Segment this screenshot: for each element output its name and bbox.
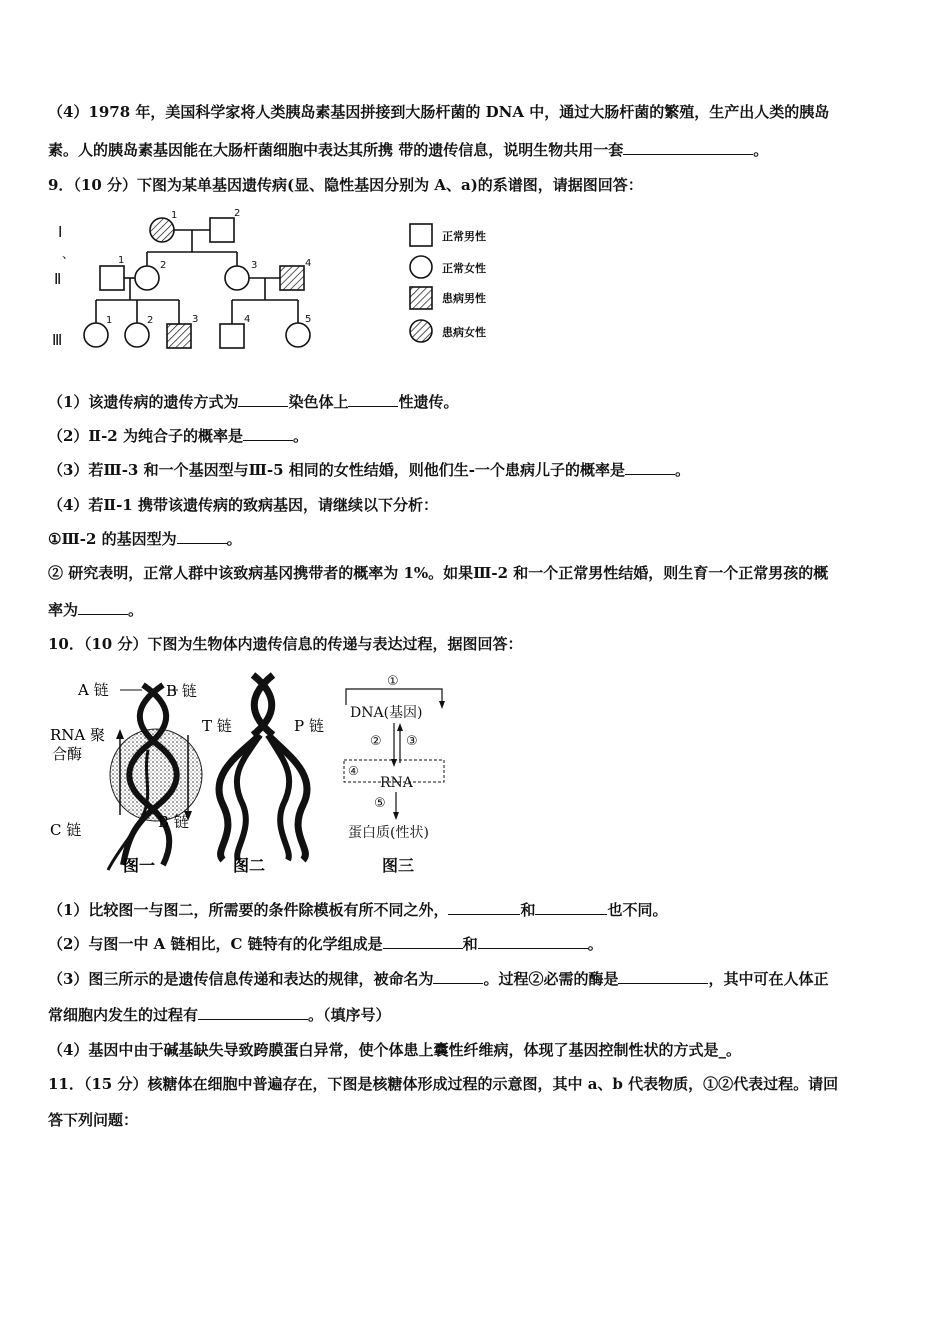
III-3-affected-male <box>167 324 191 348</box>
ind-num: 1 <box>106 315 113 326</box>
q10-sub3-text: ，其中可在人体正 <box>708 970 829 988</box>
q9-sub4-2-cont <box>48 600 143 620</box>
q10-sub1 <box>48 900 667 920</box>
legend-label: 患病男性 <box>442 292 486 305</box>
q9-sub3 <box>48 460 690 480</box>
q9-sub4-1-text: ①Ⅲ-2 的基因型为 <box>48 530 177 548</box>
answer-blank[interactable] <box>348 392 398 407</box>
q11-line1: 11．（15 分）核糖体在细胞中普遍存在，下图是核糖体形成过程的示意图，其中 a、b 代表物质，①②代表过程。请回 <box>48 1075 839 1093</box>
gen-label-1: Ⅰ <box>58 223 63 241</box>
fig3-process-1: ① <box>387 674 399 689</box>
answer-blank[interactable] <box>618 969 708 984</box>
legend-normal-female-symbol <box>410 256 432 278</box>
q9-sub1-text: （1）该遗传病的遗传方式为 <box>48 393 239 411</box>
fig1-b-chain-bottom-label: B 链 <box>158 813 189 831</box>
answer-blank[interactable] <box>78 600 128 615</box>
fig1-rna-pol-label-2: 合酶 <box>52 745 83 763</box>
II-2-normal-female <box>135 266 159 290</box>
fig1-b-chain-top-label: B 链 <box>166 682 197 700</box>
q9-header: 9．（10 分）下图为某单基因遗传病(显、隐性基因分别为 A、a)的系谱图，请据图回答： <box>48 176 643 194</box>
fig3-protein-label: 蛋白质(性状) <box>348 825 429 841</box>
q10-header: 10．（10 分）下图为生物体内遗传信息的传递与表达过程，据图回答： <box>48 635 523 653</box>
answer-blank[interactable] <box>177 529 227 544</box>
q10-sub3-text: 。过程②必需的酶是 <box>483 970 619 988</box>
q9-sub4-2: ② 研究表明，正常人群中该致病基冈携带者的概率为 1%。如果Ⅲ-2 和一个正常男性结婚，则生育一个正常男孩的概 <box>48 564 829 582</box>
q9-sub3-text: （3）若Ⅲ-3 和一个基因型与Ⅲ-5 相同的女性结婚，则他们生-一个患病儿子的概率是 <box>48 461 625 479</box>
legend-affected-male-symbol <box>410 287 432 309</box>
answer-blank[interactable] <box>433 969 483 984</box>
q10-sub1-text: 和 <box>520 901 536 919</box>
legend-label: 正常男性 <box>442 230 486 243</box>
q10-sub3-text: （3）图三所示的是遗传信息传递和表达的规律，被命名为 <box>48 970 434 988</box>
II-1-normal-male <box>100 266 124 290</box>
II-4-affected-male <box>280 266 304 290</box>
III-4-normal-male <box>220 324 244 348</box>
fig3-process-3: ③ <box>406 734 418 749</box>
gen-label-2: Ⅱ <box>54 270 62 288</box>
q10-sub3-cont <box>48 1005 391 1025</box>
q10-sub3 <box>48 969 828 989</box>
q10-sub2-text: 。 <box>587 935 603 953</box>
q8-4-end: 。 <box>753 141 769 159</box>
ind-num: 2 <box>160 260 167 271</box>
ind-num: 5 <box>305 314 312 325</box>
legend-label: 患病女性 <box>442 326 486 339</box>
q9-sub1-text: 染色体上 <box>288 393 349 411</box>
answer-blank[interactable] <box>243 426 293 441</box>
III-2-normal-female <box>125 323 149 347</box>
ind-num: 1 <box>171 210 178 221</box>
ind-num: 4 <box>244 314 251 325</box>
answer-blank[interactable] <box>238 392 288 407</box>
I-2-normal-male <box>210 218 234 242</box>
q10-sub2-text: （2）与图一中 A 链相比，C 链特有的化学组成是 <box>48 935 383 953</box>
fig1-c-chain-label: C 链 <box>50 821 82 839</box>
gen-label-3: Ⅲ <box>52 331 63 349</box>
fig3-dna-label: DNA(基因) <box>350 705 423 721</box>
answer-blank[interactable] <box>535 900 607 915</box>
legend-normal-male-symbol <box>410 224 432 246</box>
answer-blank[interactable] <box>623 140 753 155</box>
II-3-normal-female <box>225 266 249 290</box>
fig3-process-2: ② <box>370 734 382 749</box>
q9-sub2-text: （2）Ⅱ-2 为纯合子的概率是 <box>48 427 243 445</box>
q9-sub4-1-text: 。 <box>226 530 242 548</box>
q10-sub2-text: 和 <box>462 935 478 953</box>
fig3-rna-label: RNA <box>380 775 413 791</box>
fig3-process-5: ⑤ <box>374 796 386 811</box>
gene-expression-figures <box>48 665 458 880</box>
q10-sub3-text: 。（填序号） <box>308 1006 391 1024</box>
q9-sub3-text: 。 <box>674 461 690 479</box>
ind-num: 2 <box>147 315 154 326</box>
q10-sub4: （4）基因中由于碱基缺失导致跨膜蛋白异常，使个体患上囊性纤维病，体现了基因控制性状的方式是_。 <box>48 1041 741 1059</box>
III-5-normal-female <box>286 323 310 347</box>
III-1-normal-female <box>84 323 108 347</box>
fig2-t-chain-label: T 链 <box>202 717 232 735</box>
fig2-caption: 图二 <box>233 856 266 875</box>
q9-sub4: （4）若Ⅱ-1 携带该遗传病的致病基因，请继续以下分析： <box>48 496 438 514</box>
q10-sub2 <box>48 934 603 954</box>
q9-sub1-text: 性遗传。 <box>398 393 459 411</box>
q9-sub4-2-text: 率为 <box>48 601 79 619</box>
q8-4-text: 素。人的胰岛素基因能在大肠杆菌细胞中表达其所携 带的遗传信息，说明生物共用一套 <box>48 141 624 159</box>
ind-num: 3 <box>251 260 258 271</box>
gen-label-comma: 、 <box>62 247 75 261</box>
answer-blank[interactable] <box>198 1005 308 1020</box>
fig1-caption: 图一 <box>123 856 156 875</box>
fig3-caption: 图三 <box>382 856 415 875</box>
q9-sub1 <box>48 392 458 412</box>
fig2-p-chain-label: P 链 <box>294 717 324 735</box>
ind-num: 1 <box>118 255 125 266</box>
answer-blank[interactable] <box>625 460 675 475</box>
q10-sub3-text: 常细胞内发生的过程有 <box>48 1006 199 1024</box>
pedigree-chart <box>40 200 520 365</box>
fig1-rna-pol-label-1: RNA 聚 <box>50 726 106 744</box>
fig1-a-chain-label: A 链 <box>78 681 109 699</box>
q10-sub1-text: （1）比较图一与图二，所需要的条件除模板有所不同之外， <box>48 901 449 919</box>
ind-num: 2 <box>234 208 241 219</box>
figure-2 <box>202 675 324 875</box>
q9-sub2-text: 。 <box>292 427 308 445</box>
q8-4-line1: （4）1978 年，美国科学家将人类胰岛素基因拼接到大肠杆菌的 DNA 中，通过大肠杆菌的繁殖，生产出人类的胰岛 <box>48 103 830 121</box>
answer-blank[interactable] <box>383 934 463 949</box>
ind-num: 3 <box>192 314 199 325</box>
q9-sub2 <box>48 426 308 446</box>
figure-1 <box>50 681 202 875</box>
answer-blank[interactable] <box>478 934 588 949</box>
legend-label: 正常女性 <box>442 262 486 275</box>
ind-num: 4 <box>305 258 312 269</box>
legend-affected-female-symbol <box>410 320 432 342</box>
figure-3 <box>344 674 445 875</box>
q10-sub1-text: 也不同。 <box>607 901 668 919</box>
q11-line2: 答下列问题： <box>48 1111 139 1129</box>
answer-blank[interactable] <box>448 900 520 915</box>
q8-4-line2 <box>48 140 768 160</box>
fig3-process-4: ④ <box>348 764 359 778</box>
q9-sub4-1 <box>48 529 242 549</box>
q9-sub4-2-text: 。 <box>128 601 144 619</box>
I-1-affected-female <box>150 218 174 242</box>
